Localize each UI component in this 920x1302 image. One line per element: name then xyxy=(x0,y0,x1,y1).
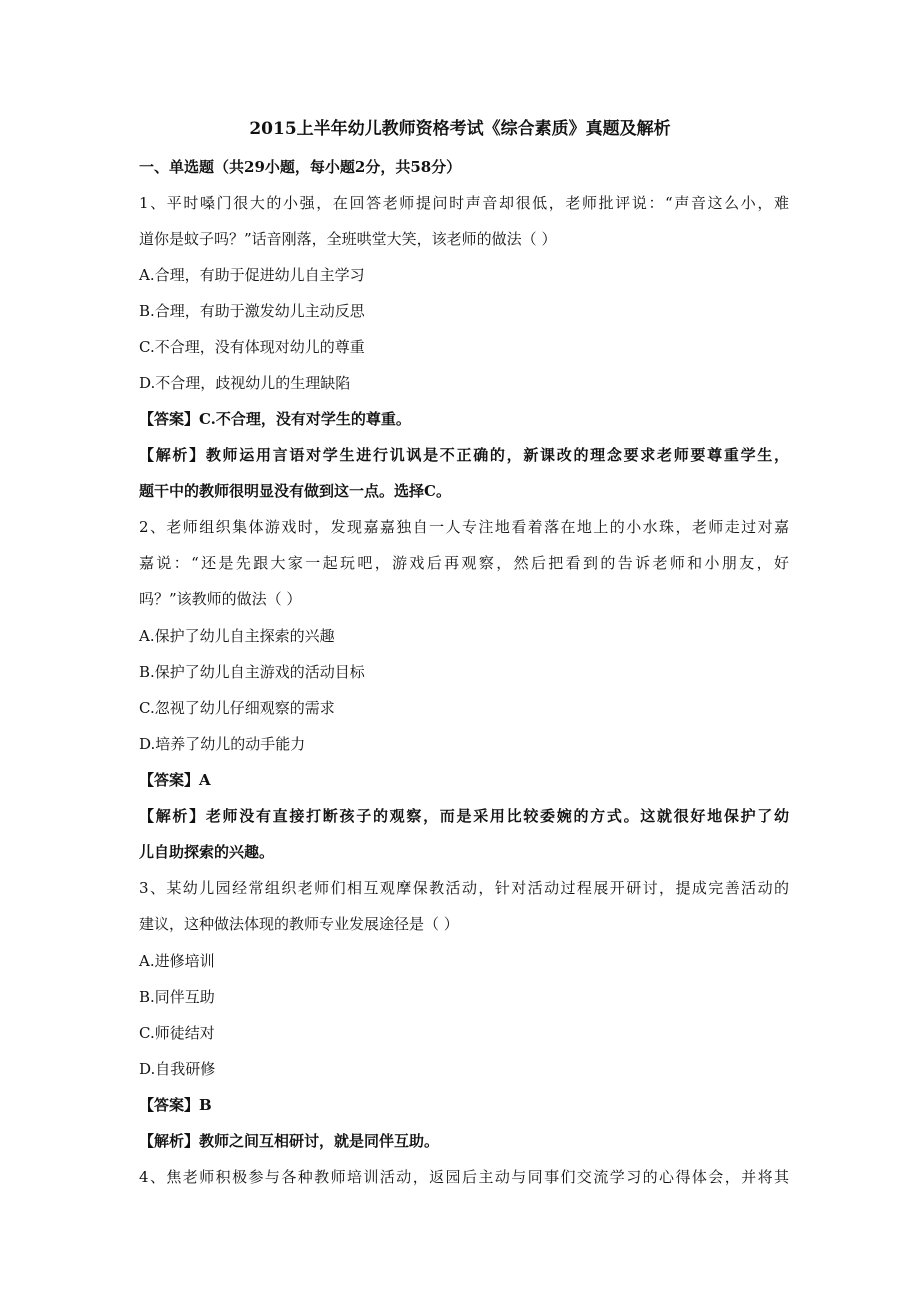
question-2-option-c: C.忽视了幼儿仔细观察的需求 xyxy=(139,699,335,717)
question-3-answer: 【答案】B xyxy=(139,1096,212,1114)
question-2-option-d: D.培养了幼儿的动手能力 xyxy=(139,735,306,753)
question-3-stem-line-2: 建议，这种做法体现的教师专业发展途径是（ ） xyxy=(139,915,459,933)
question-2-option-b: B.保护了幼儿自主游戏的活动目标 xyxy=(139,663,365,681)
question-2-stem-line-2: 嘉说：“还是先跟大家一起玩吧，游戏后再观察，然后把看到的告诉老师和小朋友，好 xyxy=(139,554,789,572)
question-3-option-b: B.同伴互助 xyxy=(139,988,215,1006)
section-heading: 一、单选题（共29小题，每小题2分，共58分） xyxy=(139,158,462,176)
question-1-option-d: D.不合理，歧视幼儿的生理缺陷 xyxy=(139,374,351,392)
question-1-analysis-line-1: 【解析】教师运用言语对学生进行讥讽是不正确的，新课改的理念要求老师要尊重学生， xyxy=(139,446,789,464)
question-3-option-c: C.师徒结对 xyxy=(139,1024,215,1042)
question-2-stem-line-3: 吗？”该教师的做法（ ） xyxy=(139,590,302,608)
question-2-stem-line-1: 2、老师组织集体游戏时，发现嘉嘉独自一人专注地看着落在地上的小水珠，老师走过对嘉 xyxy=(139,518,789,536)
question-1-option-b: B.合理，有助于激发幼儿主动反思 xyxy=(139,302,365,320)
question-3-analysis-line-1: 【解析】教师之间互相研讨，就是同伴互助。 xyxy=(139,1132,440,1150)
document-title: 2015上半年幼儿教师资格考试《综合素质》真题及解析 xyxy=(249,119,671,139)
question-1-stem-line-2: 道你是蚊子吗？”话音刚落，全班哄堂大笑，该老师的做法（ ） xyxy=(139,230,557,248)
question-1-analysis-line-2: 题干中的教师很明显没有做到这一点。选择C。 xyxy=(139,482,451,500)
question-1-stem-line-1: 1、平时嗓门很大的小强，在回答老师提问时声音却很低，老师批评说：“声音这么小，难 xyxy=(139,194,789,212)
question-3-stem-line-1: 3、某幼儿园经常组织老师们相互观摩保教活动，针对活动过程展开研讨，提成完善活动的 xyxy=(139,879,789,897)
question-3-option-d: D.自我研修 xyxy=(139,1060,216,1078)
question-2-analysis-line-1: 【解析】老师没有直接打断孩子的观察，而是采用比较委婉的方式。这就很好地保护了幼 xyxy=(139,807,789,825)
question-4-stem-line-1: 4、焦老师积极参与各种教师培训活动，返园后主动与同事们交流学习的心得体会，并将其 xyxy=(139,1168,789,1186)
question-1-answer: 【答案】C.不合理，没有对学生的尊重。 xyxy=(139,410,411,428)
question-3-option-a: A.进修培训 xyxy=(139,952,215,970)
question-1-option-c: C.不合理，没有体现对幼儿的尊重 xyxy=(139,338,365,356)
question-2-analysis-line-2: 儿自助探索的兴趣。 xyxy=(139,843,275,861)
question-1-option-a: A.合理，有助于促进幼儿自主学习 xyxy=(139,266,365,284)
question-2-option-a: A.保护了幼儿自主探索的兴趣 xyxy=(139,627,335,645)
question-2-answer: 【答案】A xyxy=(139,771,211,789)
